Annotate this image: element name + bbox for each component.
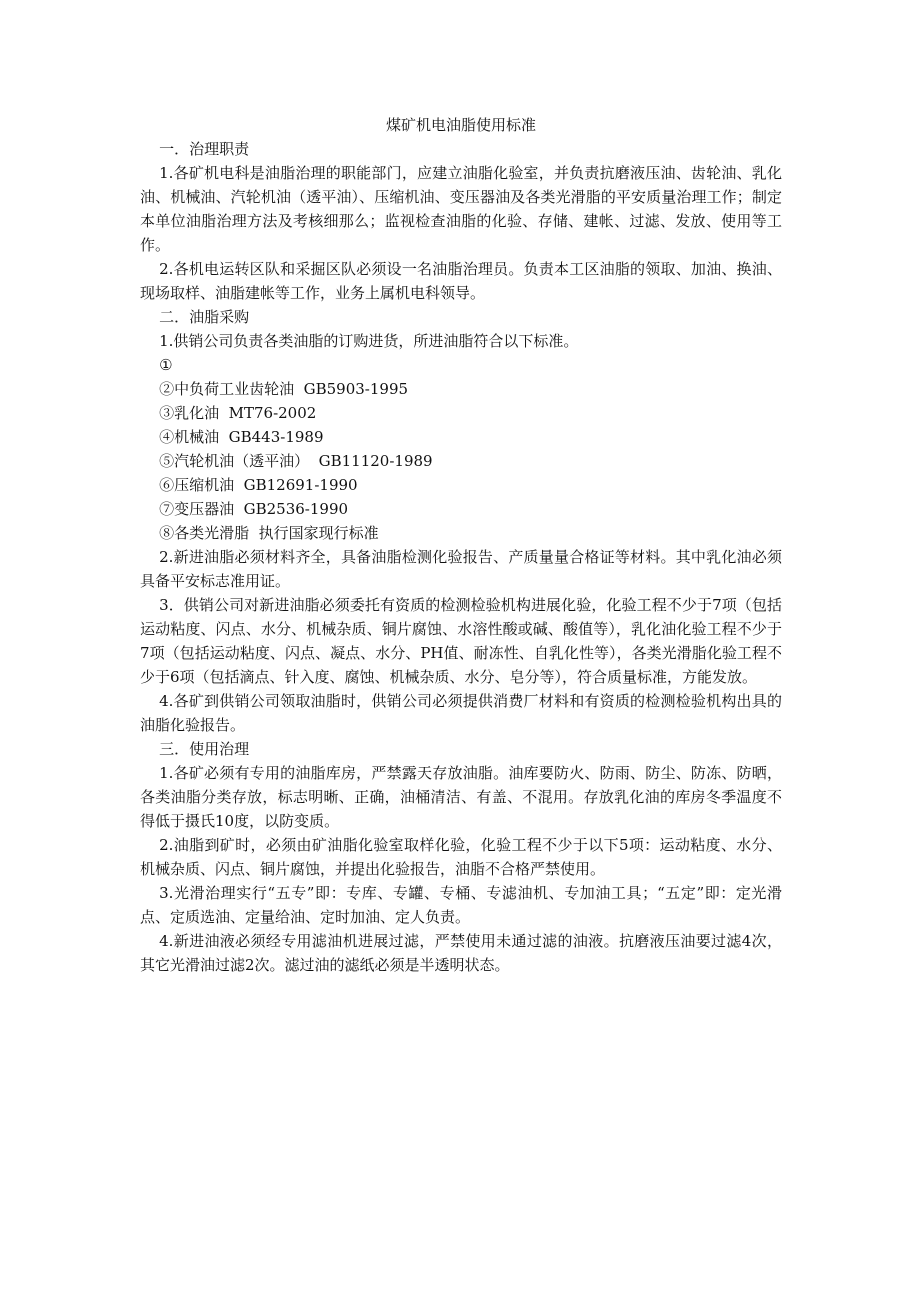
section-3-paragraph-3: 3.光滑治理实行“五专”即：专库、专罐、专桶、专滤油机、专加油工具；“五定”即：定光滑点、定质选油、定量给油、定时加油、定人负责。	[140, 884, 782, 926]
standard-item-6: ⑥压缩机油 GB12691-1990	[159, 476, 358, 494]
standard-item-2: ②中负荷工业齿轮油 GB5903-1995	[159, 380, 409, 398]
document-title: 煤矿机电油脂使用标准	[385, 116, 536, 134]
standard-item-4: ④机械油 GB443-1989	[159, 428, 324, 446]
standard-item-1: ①	[159, 356, 173, 374]
section-2-paragraph-4: 4.各矿到供销公司领取油脂时，供销公司必须提供消费厂材料和有资质的检测检验机构出具的油脂化验报告。	[140, 692, 782, 734]
standard-item-8: ⑧各类光滑脂 执行国家现行标准	[159, 524, 379, 542]
section-2-intro: 1.供销公司负责各类油脂的订购进货，所进油脂符合以下标准。	[159, 332, 579, 350]
document-page	[140, 113, 782, 977]
section-2-paragraph-3: 3．供销公司对新进油脂必须委托有资质的检测检验机构进展化验，化验工程不少于7项（包括运动粘度、闪点、水分、机械杂质、铜片腐蚀、水溶性酸或碱、酸值等），乳化油化验工程不少于7项（包括运动粘度、闪点、凝点、水分、PH值、耐冻性、自乳化性等），各类光滑脂化验工程不少于6项（包括滴点、针入度、腐蚀、机械杂质、水分、皂分等），符合质量标准，方能发放。	[140, 596, 782, 686]
standard-item-7: ⑦变压器油 GB2536-1990	[159, 500, 349, 518]
section-2-paragraph-2: 2.新进油脂必须材料齐全，具备油脂检测化验报告、产质量量合格证等材料。其中乳化油必须具备平安标志准用证。	[140, 548, 782, 590]
section-3-paragraph-2: 2.油脂到矿时，必须由矿油脂化验室取样化验，化验工程不少于以下5项：运动粘度、水分、机械杂质、闪点、铜片腐蚀，并提出化验报告，油脂不合格严禁使用。	[140, 836, 782, 878]
section-3-heading: 三．使用治理	[159, 740, 250, 758]
section-1-paragraph-2: 2.各机电运转区队和采掘区队必须设一名油脂治理员。负责本工区油脂的领取、加油、换油、现场取样、油脂建帐等工作，业务上属机电科领导。	[140, 260, 782, 302]
section-1-paragraph-1: 1.各矿机电科是油脂治理的职能部门，应建立油脂化验室，并负责抗磨液压油、齿轮油、乳化油、机械油、汽轮机油（透平油）、压缩机油、变压器油及各类光滑脂的平安质量治理工作；制定本单位油脂治理方法及考核细那么；监视检查油脂的化验、存储、建帐、过滤、发放、使用等工作。	[140, 164, 782, 254]
section-2-heading: 二．油脂采购	[159, 308, 250, 326]
section-3-paragraph-4: 4.新进油液必须经专用滤油机进展过滤，严禁使用未通过滤的油液。抗磨液压油要过滤4次，其它光滑油过滤2次。滤过油的滤纸必须是半透明状态。	[140, 932, 782, 974]
standard-item-3: ③乳化油 MT76-2002	[159, 404, 317, 422]
section-1-heading: 一．治理职责	[159, 140, 250, 158]
section-3-paragraph-1: 1.各矿必须有专用的油脂库房，严禁露天存放油脂。油库要防火、防雨、防尘、防冻、防晒，各类油脂分类存放，标志明晰、正确，油桶清洁、有盖、不混用。存放乳化油的库房冬季温度不得低于摄氏10度，以防变质。	[140, 764, 782, 830]
standard-item-5: ⑤汽轮机油（透平油） GB11120-1989	[159, 452, 433, 470]
